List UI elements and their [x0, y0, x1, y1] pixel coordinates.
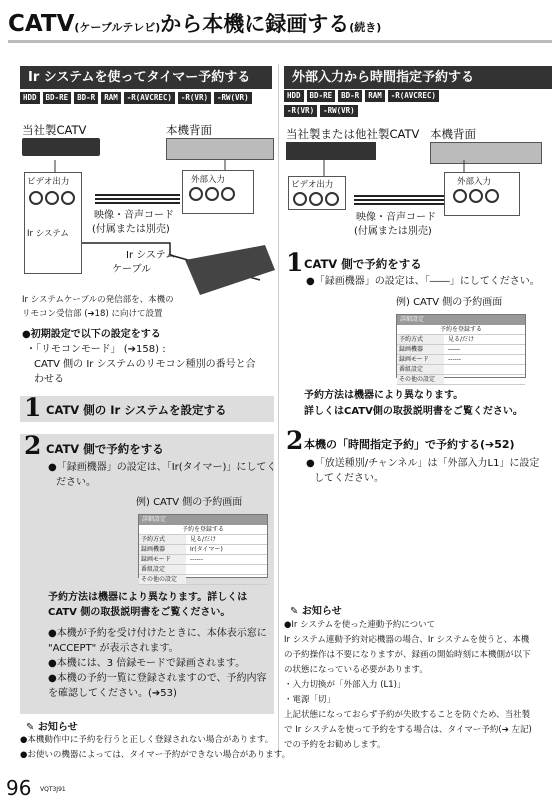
- screen-row: [139, 565, 267, 575]
- section-heading-right: 外部入力から時間指定予約する: [284, 66, 552, 89]
- notice-item: ●本機動作中に予約を行うと正しく登録されない場合があります。: [20, 735, 274, 745]
- format-tag: BD-R: [338, 90, 362, 102]
- screen-row-value: [444, 365, 525, 374]
- warning: 詳しくはCATV側の取扱説明書をご覧ください。: [304, 406, 523, 417]
- recorder-input-panel-right: 外部入力: [444, 172, 520, 216]
- catv-screen-left: [138, 514, 268, 583]
- screen-row: [397, 335, 525, 345]
- screen-row: [397, 355, 525, 365]
- text-line: ●Ir システムを使った連動予約について: [284, 620, 436, 630]
- text-line: 上記状態になっておらず予約が失敗することを防ぐため、当社製: [284, 710, 531, 720]
- initial-setting: わせる: [34, 374, 64, 385]
- right-notice: [284, 618, 532, 753]
- caption: リモコン受信部 (➔18) に向けて設置: [22, 309, 163, 319]
- rear-label: 本機背面: [166, 123, 212, 137]
- text-line: ●本機の予約一覧に登録されますので、予約内容: [48, 673, 267, 684]
- format-tag: -R(VR): [284, 105, 317, 117]
- example-label: 例) CATV 側の予約画面: [136, 497, 243, 508]
- catv-label-right: 当社製または他社製CATV: [286, 127, 420, 141]
- text-line: ・入力切換が「外部入力 (L1)」: [284, 680, 406, 690]
- text-line: で Ir システムを使って予約をする場合は、タイマー予約(➔ 左記): [284, 725, 532, 735]
- initial-setting: ・「リモコンモード」 (➔158) :: [26, 344, 166, 355]
- screen-row: [139, 555, 267, 565]
- format-tag: -RW(VR): [214, 92, 252, 104]
- format-tag: -R(AVCREC): [124, 92, 175, 104]
- text-line: の状態になっている必要があります。: [284, 665, 428, 675]
- step-text: CATV 側で予約をする: [46, 442, 164, 456]
- screen-row-key: 番組設定: [397, 365, 444, 374]
- bullet: ●「放送種別/チャンネル」は「外部入力L1」に設定: [306, 458, 540, 469]
- screen-title: 詳細設定: [139, 515, 267, 525]
- step-text: CATV 側で予約をする: [304, 257, 422, 271]
- format-tag: -R(AVCREC): [388, 90, 439, 102]
- text-line: "ACCEPT" が表示されます。: [48, 643, 179, 654]
- format-tags-left: [20, 92, 270, 104]
- format-tag: -R(VR): [178, 92, 211, 104]
- text-line: Ir システム連動予約対応機器の場合、Ir システムを使うと、本機: [284, 635, 530, 645]
- screen-row: [397, 375, 525, 385]
- screen-header: 予約を登録する: [397, 325, 525, 335]
- format-tag: HDD: [20, 92, 40, 104]
- page-title: CATV(ケーブルテレビ)から本機に録画する(続き): [8, 11, 382, 37]
- warning: 予約方法は機器により異なります。: [304, 390, 464, 401]
- title-rule: [8, 40, 552, 43]
- initial-setting: ●初期設定で以下の設定をする: [22, 329, 161, 340]
- format-tag: BD-RE: [43, 92, 72, 104]
- screen-row-key: その他の設定: [397, 375, 444, 384]
- step-number: 2: [286, 426, 304, 455]
- screen-row-key: 録画モード: [397, 355, 444, 364]
- screen-row-key: 録画モード: [139, 555, 186, 564]
- screen-row-value: [186, 565, 267, 574]
- screen-row-value: 見る/だけ: [190, 536, 217, 543]
- caption: Ir システムケーブルの発信部を、本機の: [22, 295, 174, 305]
- page-number: 96: [6, 776, 32, 800]
- bullet: してください。: [314, 473, 384, 484]
- screen-row-key: 録画機器: [397, 345, 444, 354]
- format-tag: BD-RE: [307, 90, 336, 102]
- format-tags-right: [284, 90, 464, 117]
- text-line: での予約をお勧めします。: [284, 740, 386, 750]
- screen-row-key: 予約方式: [397, 335, 444, 344]
- screen-row: [397, 365, 525, 375]
- screen-row: [397, 345, 525, 355]
- screen-row-key: その他の設定: [139, 575, 186, 584]
- screen-row-value: ――: [448, 346, 460, 353]
- catv-rear-panel-right: ビデオ出力: [288, 176, 346, 210]
- screen-row: [139, 545, 267, 555]
- format-tag: BD-R: [74, 92, 98, 104]
- notice-title-left: ✎ お知らせ: [26, 722, 78, 733]
- text-line: の予約操作は不要になりますが、録画の開始時刻に本機側が以下: [284, 650, 531, 660]
- ir-cable-label: Ir システム: [126, 250, 176, 261]
- screen-row-value: [444, 375, 525, 384]
- screen-row-value: Ir(タイマー): [190, 546, 223, 553]
- warning: 予約方法は機器により異なります。詳しくは: [48, 592, 248, 603]
- left-bullets: [48, 626, 267, 701]
- text-line: ●本機には、3 倍録モードで録画されます。: [48, 658, 246, 669]
- format-tag: RAM: [365, 90, 385, 102]
- format-tag: RAM: [101, 92, 121, 104]
- rear-label-right: 本機背面: [430, 127, 476, 141]
- cord-sub-label-right: (付属または別売): [354, 226, 432, 237]
- initial-setting: CATV 側の Ir システムのリモコン種別の番号と合: [34, 359, 256, 370]
- ir-cable-label-2: ケーブル: [112, 264, 152, 275]
- screen-row-value: [186, 575, 267, 584]
- screen-row-value: 見る/だけ: [448, 336, 475, 343]
- screen-row: [139, 535, 267, 545]
- bullet: ●「録画機器」の設定は、「――」にしてください。: [306, 276, 540, 287]
- warning: CATV 側の取扱説明書をご覧ください。: [48, 607, 231, 618]
- ir-emitter: [185, 245, 275, 295]
- screen-row-key: 録画機器: [139, 545, 186, 554]
- step-1-left: 1 CATV 側の Ir システムを設定する: [20, 396, 274, 422]
- cord-label-right: 映像・音声コード: [356, 212, 436, 223]
- step-number: 1: [286, 248, 304, 277]
- page-code: VQT3J91: [40, 786, 66, 793]
- format-tag: HDD: [284, 90, 304, 102]
- catv-screen-right: [396, 314, 526, 383]
- step-text: 本機の「時間指定予約」で予約する(➔52): [304, 438, 515, 451]
- step-number: 2: [24, 431, 42, 460]
- screen-row-value: ------: [190, 556, 203, 563]
- screen-row-key: 番組設定: [139, 565, 186, 574]
- text-line: ●本機が予約を受け付けたときに、本体表示窓に: [48, 628, 267, 639]
- catv-label: 当社製CATV: [22, 123, 87, 137]
- cord-sub-label: (付属または別売): [92, 224, 170, 235]
- text-line: を確認してください。(➔53): [48, 688, 177, 699]
- notice-title-right: ✎ お知らせ: [290, 606, 342, 617]
- screen-row-value: ------: [448, 356, 461, 363]
- section-heading-left: Ir システムを使ってタイマー予約する: [20, 66, 272, 89]
- screen-row: [139, 575, 267, 585]
- screen-header: 予約を登録する: [139, 525, 267, 535]
- screen-row-key: 予約方式: [139, 535, 186, 544]
- recorder-input-panel: 外部入力: [182, 170, 254, 214]
- format-tag: -RW(VR): [320, 105, 358, 117]
- catv-rear-panel: ビデオ出力 Ir システム: [24, 172, 82, 274]
- cord-label: 映像・音声コード: [94, 210, 174, 221]
- bullet: ださい。: [56, 477, 96, 488]
- text-line: ・電源「切」: [284, 695, 336, 705]
- example-label: 例) CATV 側の予約画面: [396, 297, 503, 308]
- notice-item: ●お使いの機器によっては、タイマー予約ができない場合があります。: [20, 750, 291, 760]
- bullet: ●「録画機器」の設定は、「Ir(タイマー)」にしてく: [48, 462, 277, 473]
- screen-title: 詳細設定: [397, 315, 525, 325]
